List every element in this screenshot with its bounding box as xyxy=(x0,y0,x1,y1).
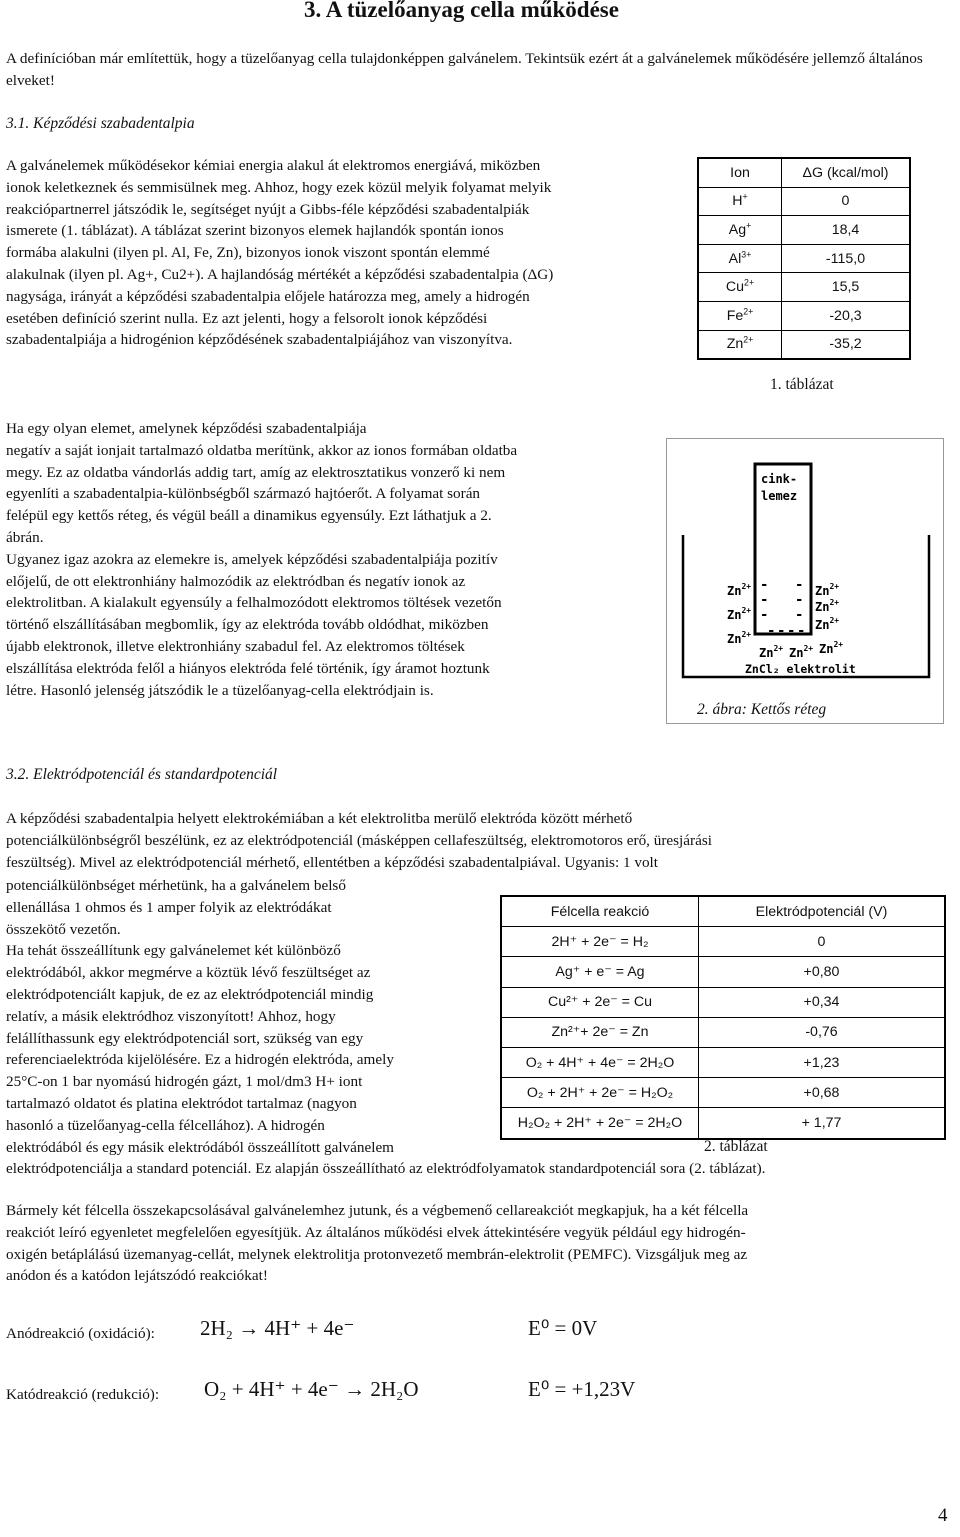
svg-text:-: - xyxy=(760,607,769,623)
text-line: 25°C-on 1 bar nyomású hidrogén gázt, 1 mol/dm3 H+ iont xyxy=(6,1073,363,1091)
text-line: potenciálkülönbséget mérhetünk, ha a galvánelem belső xyxy=(6,877,346,894)
text-line: újabb elektronok, illetve elektronhiány szabadul fel. Az elektromos töltések xyxy=(6,637,465,655)
text-line: ellenállása 1 ohmos és 1 amper folyik az elektródákat xyxy=(6,898,332,916)
text-line: alakulnak (ilyen pl. Ag+, Cu2+). A hajlandóság mértékét a képződési szabadentalpia (ΔG) xyxy=(6,265,554,283)
text-line: oxigén betáplálású üzemanyag-cellát, melynek elektrolitja protonvezető membrán-elektrolit (PEMFC). Vizsgáljuk meg az xyxy=(6,1245,748,1263)
svg-text:Zn2+: $Zn^{2+}$ xyxy=(819,640,844,656)
text-line: történő elszállításában megbomlik, így az elektróda tovább oldódhat, miközben xyxy=(6,616,489,634)
cathode-equation: O₂ + 4H⁺ + 4e⁻ → 2H₂O xyxy=(204,1377,419,1401)
text-line: létre. Hasonló jelenség játszódik le a tüzelőanyag-cella elektródjain is. xyxy=(6,681,434,699)
svg-text:Zn2+: $Zn^{2+}$ xyxy=(759,644,784,660)
svg-text:-: - xyxy=(797,623,806,639)
text-line: egyenlíti a szabadentalpia-különbségből származó hajtóerőt. A folyamat során xyxy=(6,485,481,503)
text-line: nagysága, irányát a képződési szabadentalpia előjele határozza meg, amely a hidrogén xyxy=(6,287,530,305)
table-row: O₂ + 4H⁺ + 4e⁻ = 2H₂O +1,23 xyxy=(501,1047,945,1077)
electrode-label: lemez xyxy=(761,489,798,503)
svg-text:Zn2+: $Zn^{2+}$ xyxy=(815,616,840,632)
table-row: 2H⁺ + 2e⁻ = H₂ 0 xyxy=(501,927,945,957)
text-line: elektródpotenciálja a standard potenciál. Ez alapján összeállítható az elektródfolyamatok standardpotenciál sora (2. táblázat). xyxy=(6,1160,766,1178)
table-row: Ag⁺ + e⁻ = Ag +0,80 xyxy=(501,957,945,987)
page-number: 4 xyxy=(938,1505,948,1526)
text-line: referenciaelektróda kijelölésére. Ez a hidrogén elektróda, amely xyxy=(6,1051,394,1069)
text-line: elektrolitban. A kialakult egyensúly a felhalmozódott elektromos töltések vezetőn xyxy=(6,594,502,612)
text-line: felépül egy kettős réteg, és végül beáll a dinamikus egyensúly. Ezt láthatjuk a 2. xyxy=(6,507,492,525)
text-line: tartalmazó oldatot és platina elektródot tartalmaz (nagyon xyxy=(6,1094,357,1112)
table-row: $Al^{3+}$ -115,0 xyxy=(698,244,910,273)
text-line: potenciálkülönbségről beszélünk, ez az elektródpotenciál (másképpen cellafeszültség, elektromotoros erő, üresjárási xyxy=(6,831,712,849)
table-row: Cu²⁺ + 2e⁻ = Cu +0,34 xyxy=(501,987,945,1017)
text-line: megy. Ez az oldatba vándorlás addig tart, amíg az elektrosztatikus vonzerő ki nem xyxy=(6,463,506,481)
figure-2-caption: 2. ábra: Kettős réteg xyxy=(697,701,827,718)
svg-text:-: - xyxy=(767,623,776,639)
table-2-caption: 2. táblázat xyxy=(704,1138,768,1155)
text-line: ismerete (1. táblázat). A táblázat szerint bizonyos elemek hajlandók spontán ionos xyxy=(6,222,504,240)
table-row: H+ 0 xyxy=(698,187,910,216)
table-1-caption: 1. táblázat xyxy=(770,376,834,393)
section-heading-3-1 xyxy=(6,115,195,133)
text-line: szabadentalpiája a hidrogénion képződésének szabadentalpiájához van viszonyítva. xyxy=(6,331,513,349)
svg-text:Zn2+: $Zn^{2+}$ xyxy=(815,582,840,598)
electrode-label: cink- xyxy=(761,472,798,486)
electrolyte-label: ZnCl₂ elektrolit xyxy=(745,662,856,676)
section-number: 3.1. xyxy=(6,115,30,132)
svg-text:-: - xyxy=(760,577,769,593)
svg-text:Zn2+: $Zn^{2+}$ xyxy=(727,582,752,598)
paragraph-double-layer xyxy=(6,418,656,701)
table-1 xyxy=(697,157,911,360)
table-row: H₂O₂ + 2H⁺ + 2e⁻ = 2H₂O + 1,77 xyxy=(501,1108,945,1139)
table-2-header-reaction: Félcella reakció xyxy=(501,896,699,927)
text-line: ábrán. xyxy=(6,528,44,546)
anode-label: Anódreakció (oxidáció): xyxy=(6,1325,155,1342)
text-line: formába alakulni (ilyen pl. Al, Fe, Zn), bizonyos ionok viszont spontán elemmé xyxy=(6,244,490,262)
section-heading-3-2 xyxy=(6,766,277,784)
svg-text:Zn2+: $Zn^{2+}$ xyxy=(815,598,840,614)
table-1-header-dg: ΔG (kcal/mol) xyxy=(782,158,911,187)
text-line: negatív a saját ionjait tartalmazó oldatba merítünk, akkor az ionos formában oldatba xyxy=(6,441,518,459)
paragraph-electrode-potential xyxy=(6,808,956,873)
paragraph-pemfc xyxy=(6,1200,956,1287)
double-layer-figure xyxy=(667,439,943,699)
svg-text:-: - xyxy=(795,577,804,593)
table-row: O₂ + 2H⁺ + 2e⁻ = H₂O₂ +0,68 xyxy=(501,1078,945,1108)
text-line: A galvánelemek működésekor kémiai energia alakul át elektromos energiává, miközben xyxy=(6,157,541,174)
text-line: relatív, a másik elektródhoz viszonyított! Ahhoz, hogy xyxy=(6,1007,336,1025)
table-2 xyxy=(500,895,946,1140)
section-number: 3.2. xyxy=(6,766,30,783)
text-line: A képződési szabadentalpia helyett elektrokémiában a két elektrolitba merülő elektróda között mérhető xyxy=(6,810,633,827)
table-row: $Zn^{2+}$ -35,2 xyxy=(698,330,910,359)
table-row: $Cu^{2+}$ 15,5 xyxy=(698,273,910,302)
text-line: felállíthassunk egy elektródpotenciál sort, szükség van egy xyxy=(6,1029,364,1047)
table-row: $Fe^{2+}$ -20,3 xyxy=(698,301,910,330)
svg-text:-: - xyxy=(777,623,786,639)
text-line: Ha tehát összeállítunk egy galvánelemet két különböző xyxy=(6,942,341,960)
text-line: hasonló a tüzelőanyag-cella félcellához). A hidrogén xyxy=(6,1116,325,1134)
anode-equation: 2H₂ → 4H⁺ + 4e⁻ xyxy=(200,1316,355,1340)
text-line: elszállítása elektróda felől a hiányos elektróda felé történik, így áramot hoztunk xyxy=(6,659,490,677)
text-line: anódon és a katódon lejátszódó reakciókat! xyxy=(6,1267,268,1285)
text-line: reakciópartnerrel játszódik le, segítséget nyújt a Gibbs-féle képződési szabadentalpiák xyxy=(6,200,530,218)
text-line: feszültség). Mivel az elektródpotenciál mérhető, ellentétben a képződési szabadentalpiával. Ugyanis: 1 volt xyxy=(6,853,658,871)
text-line: elektródából, akkor megmérve a köztük lévő feszültséget az xyxy=(6,964,371,982)
svg-text:-: - xyxy=(760,592,769,608)
cathode-label: Katódreakció (redukció): xyxy=(6,1386,160,1403)
text-line: elektródpotenciált kapjuk, de ez az elektródpotenciál mindig xyxy=(6,985,374,1003)
text-line: elektródából és egy másik elektródából összeállított galvánelem xyxy=(6,1138,395,1156)
anode-potential: E⁰ = 0V xyxy=(528,1316,598,1340)
intro-paragraph: A definícióban már említettük, hogy a tüzelőanyag cella tulajdonképpen galvánelem. Tekintsük ezért át a galvánelemek működésére jellemző általános elveket! xyxy=(6,50,923,89)
figure-2-frame xyxy=(666,438,944,724)
paragraph-gibbs xyxy=(6,155,686,351)
svg-text:Zn2+: $Zn^{2+}$ xyxy=(727,606,752,622)
text-line: esetében definíció szerint nulla. Ez azt jelenti, hogy a felsorolt ionok képződési xyxy=(6,309,488,327)
table-row: Zn²⁺+ 2e⁻ = Zn -0,76 xyxy=(501,1017,945,1047)
section-title: Elektródpotenciál és standardpotenciál xyxy=(33,766,278,783)
chapter-title: 3. A tüzelőanyag cella működése xyxy=(304,0,619,22)
text-line: Ugyanez igaz azokra az elemekre is, amelyek képződési szabadentalpiája pozitív xyxy=(6,550,498,568)
text-line: Ha egy olyan elemet, amelynek képződési szabadentalpiája xyxy=(6,420,367,437)
text-line: Bármely két félcella összekapcsolásával galvánelemhez jutunk, és a végbemenő cellareakciót megkapjuk, ha a két félcella xyxy=(6,1202,749,1219)
table-1-header-ion: Ion xyxy=(698,158,782,187)
text-line: reakciót leíró egyenletet megfelelően egyesítjük. Az általános működési elvek áttekintésére vegyük például egy hidrogén- xyxy=(6,1223,746,1241)
svg-text:-: - xyxy=(787,623,796,639)
table-row: Ag+ 18,4 xyxy=(698,216,910,245)
text-line: előjelű, de ott elektronhiány halmozódik az elektródban és negatív ionok az xyxy=(6,572,466,590)
text-line: ionok keletkeznek és semmisülnek meg. Ahhoz, hogy ezek közül melyik folyamat melyik xyxy=(6,178,552,196)
svg-text:-: - xyxy=(795,607,804,623)
table-2-header-potential: Elektródpotenciál (V) xyxy=(699,896,946,927)
svg-text:Zn2+: $Zn^{2+}$ xyxy=(789,644,814,660)
cathode-potential: E⁰ = +1,23V xyxy=(528,1377,636,1401)
section-title: Képződési szabadentalpia xyxy=(33,115,195,132)
svg-text:-: - xyxy=(795,592,804,608)
text-line: összekötő vezetőn. xyxy=(6,920,121,938)
svg-text:Zn2+: $Zn^{2+}$ xyxy=(727,630,752,646)
